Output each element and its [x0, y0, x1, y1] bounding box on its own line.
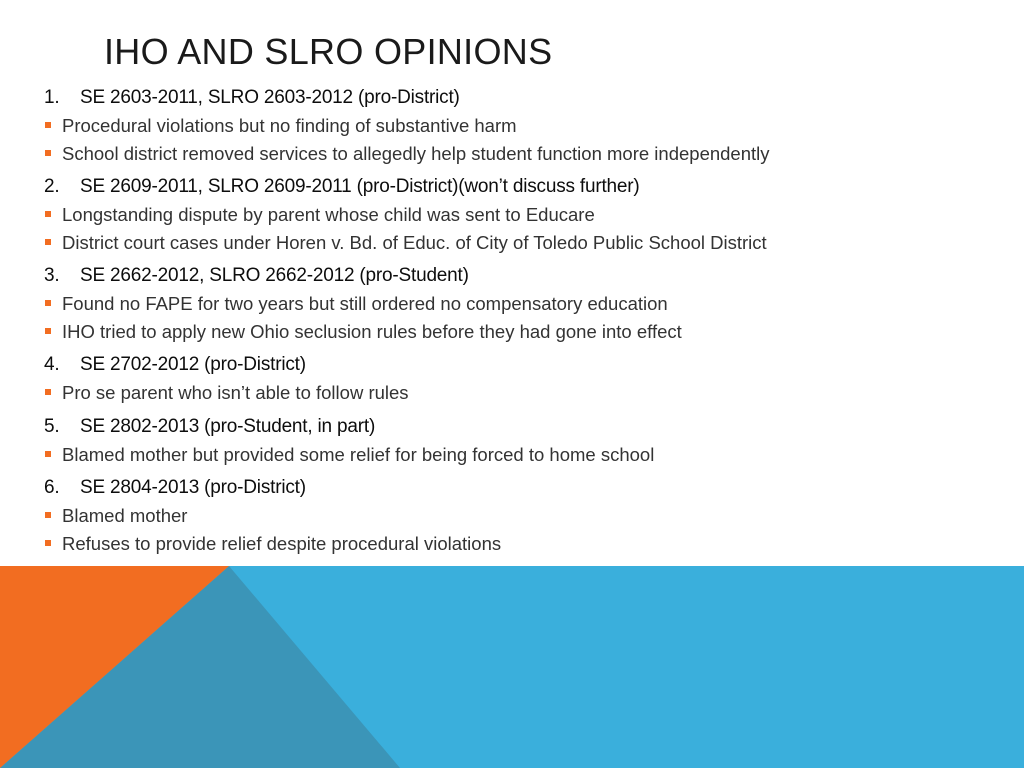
square-bullet-icon	[45, 211, 51, 217]
case-number: 3.	[44, 265, 60, 286]
bullet-text: Procedural violations but no finding of substantive harm	[62, 115, 517, 136]
case-number: 2.	[44, 176, 60, 197]
bullet-list	[44, 112, 1004, 167]
bullet-list	[44, 441, 1004, 469]
bullet-item	[44, 229, 1004, 257]
case-title: SE 2702-2012 (pro-District)	[80, 354, 306, 375]
bullet-text: Found no FAPE for two years but still ordered no compensatory education	[62, 293, 668, 314]
bullet-list	[44, 379, 1004, 407]
case-title: SE 2609-2011, SLRO 2609-2011 (pro-District)(won’t discuss further)	[80, 176, 640, 197]
bullet-list	[44, 502, 1004, 557]
bullet-item	[44, 112, 1004, 140]
decorative-footer-band	[0, 566, 1024, 768]
bullet-text: Longstanding dispute by parent whose child was sent to Educare	[62, 204, 595, 225]
bullet-text: IHO tried to apply new Ohio seclusion rules before they had gone into effect	[62, 320, 682, 342]
square-bullet-icon	[45, 239, 51, 245]
case-item	[44, 173, 1004, 256]
case-heading	[44, 262, 1004, 290]
case-heading	[44, 474, 1004, 502]
case-heading	[44, 351, 1004, 379]
case-number: 6.	[44, 477, 60, 498]
case-number: 1.	[44, 87, 60, 108]
bullet-item	[44, 441, 1004, 469]
bullet-item	[44, 502, 1004, 530]
case-heading	[44, 413, 1004, 441]
case-title: SE 2804-2013 (pro-District)	[80, 477, 306, 498]
square-bullet-icon	[45, 540, 51, 546]
square-bullet-icon	[45, 328, 51, 334]
bullet-text: Blamed mother but provided some relief for being forced to home school	[62, 443, 655, 465]
bullet-text: Blamed mother	[62, 505, 188, 526]
square-bullet-icon	[45, 122, 51, 128]
slide-title: IHO AND SLRO OPINIONS	[104, 31, 553, 72]
case-heading	[44, 173, 1004, 201]
case-title: SE 2603-2011, SLRO 2603-2012 (pro-District)	[80, 87, 460, 108]
bullet-item	[44, 530, 1004, 558]
bullet-list	[44, 290, 1004, 345]
square-bullet-icon	[45, 451, 51, 457]
case-number: 5.	[44, 415, 60, 437]
square-bullet-icon	[45, 300, 51, 306]
case-heading	[44, 84, 1004, 112]
case-item	[44, 413, 1004, 469]
bullet-item	[44, 318, 1004, 346]
square-bullet-icon	[45, 150, 51, 156]
bullet-text: Pro se parent who isn’t able to follow rules	[62, 382, 409, 403]
bullet-list	[44, 201, 1004, 256]
case-title: SE 2802-2013 (pro-Student, in part)	[80, 415, 376, 437]
bullet-item	[44, 201, 1004, 229]
bullet-text: Refuses to provide relief despite procedural violations	[62, 532, 502, 554]
case-item	[44, 262, 1004, 345]
square-bullet-icon	[45, 512, 51, 518]
case-list	[44, 84, 1004, 557]
bullet-text: District court cases under Horen v. Bd. of Educ. of City of Toledo Public School District	[62, 231, 767, 253]
case-number: 4.	[44, 354, 60, 375]
case-item	[44, 474, 1004, 557]
bullet-item	[44, 140, 1004, 168]
bullet-text: School district removed services to allegedly help student function more independently	[62, 142, 770, 164]
case-title: SE 2662-2012, SLRO 2662-2012 (pro-Student)	[80, 265, 469, 286]
case-item	[44, 351, 1004, 407]
case-item	[44, 84, 1004, 167]
bullet-item	[44, 379, 1004, 407]
bullet-item	[44, 290, 1004, 318]
square-bullet-icon	[45, 389, 51, 395]
